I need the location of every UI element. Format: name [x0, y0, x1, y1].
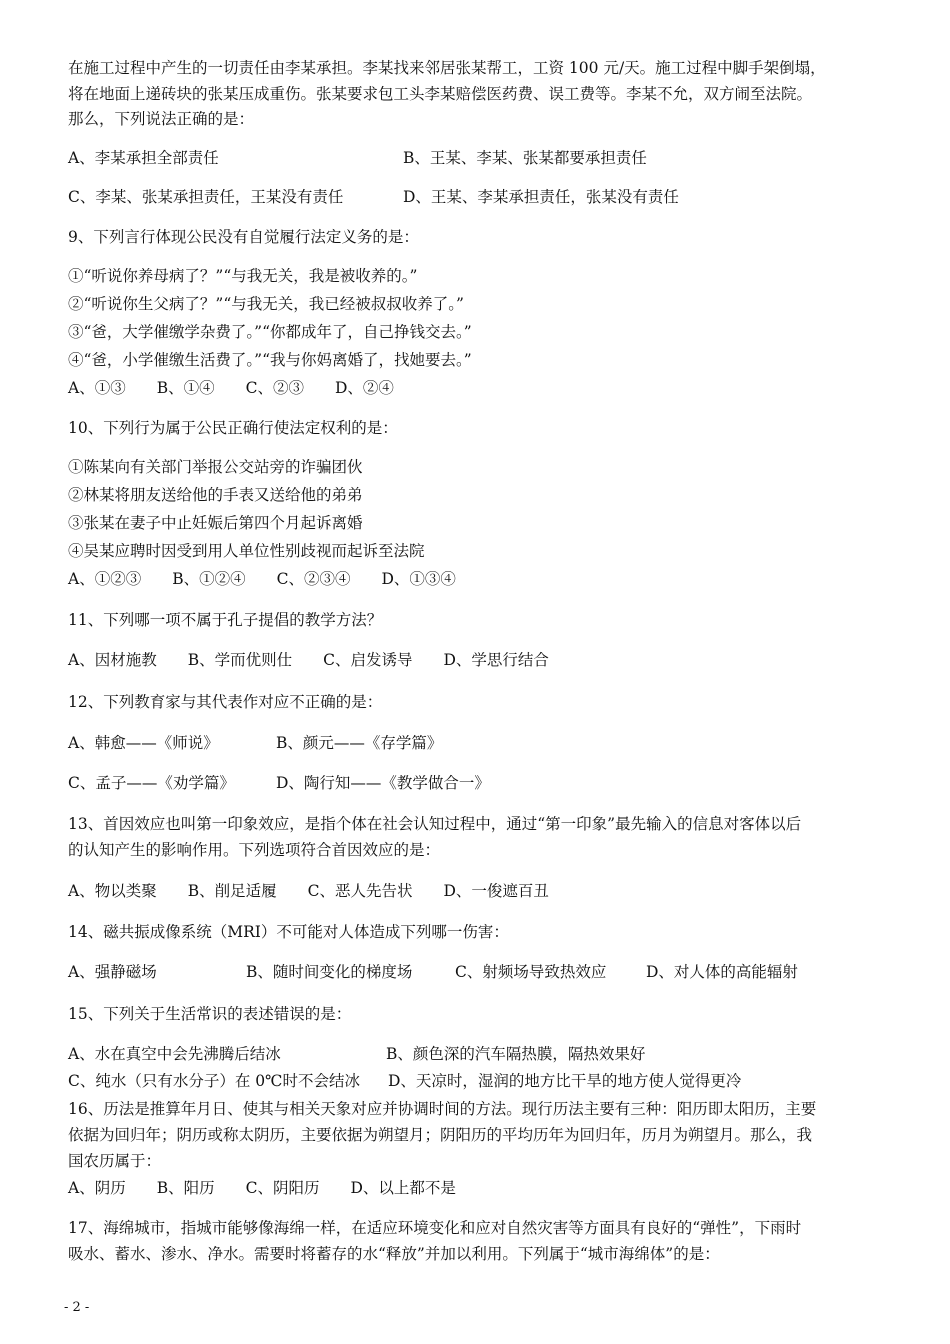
q17-stem-line-2: 吸水、蓄水、渗水、净水。需要时将蓄存的水“释放”并加以利用。下列属于“城市海绵体”的是：: [68, 1245, 720, 1263]
q9-stem: 9、下列言行体现公民没有自觉履行法定义务的是：: [68, 228, 419, 246]
q8-option-a: A、李某承担全部责任: [68, 149, 219, 167]
q8-stem-line-2: 将在地面上递砖块的张某压成重伤。张某要求包工头李某赔偿医药费、误工费等。李某不允，双方闹至法院。: [68, 85, 813, 103]
q15-option-a: A、水在真空中会先沸腾后结冰: [68, 1045, 281, 1063]
q10-stem: 10、下列行为属于公民正确行使法定权利的是：: [68, 419, 398, 437]
q12-option-d: D、陶行知——《教学做合一》: [276, 774, 490, 792]
q15-option-d: D、天凉时，湿润的地方比干旱的地方使人觉得更冷: [388, 1072, 742, 1090]
q15-stem: 15、下列关于生活常识的表述错误的是：: [68, 1005, 352, 1023]
q10-item-2: ②林某将朋友送给他的手表又送给他的弟弟: [68, 486, 363, 504]
q15-option-c: C、纯水（只有水分子）在 0℃时不会结冰: [68, 1072, 360, 1090]
q12-option-b: B、颜元——《存学篇》: [276, 734, 443, 752]
q12-option-a: A、韩愈——《师说》: [68, 734, 219, 752]
q14-option-c: C、射频场导致热效应: [455, 963, 607, 981]
page-number: - 2 -: [64, 1300, 90, 1315]
q13-options: A、物以类聚 B、削足适履 C、恶人先告状 D、一俊遮百丑: [68, 882, 549, 900]
q13-stem-line-2: 的认知产生的影响作用。下列选项符合首因效应的是：: [68, 841, 441, 859]
q9-item-4: ④“爸，小学催缴生活费了。”“我与你妈离婚了，找她要去。”: [68, 351, 472, 369]
q16-stem-line-3: 国农历属于：: [68, 1152, 162, 1170]
q9-options: A、①③ B、①④ C、②③ D、②④: [68, 379, 394, 397]
q8-option-b: B、王某、李某、张某都要承担责任: [403, 149, 647, 167]
q8-stem-line-1: 在施工过程中产生的一切责任由李某承担。李某找来邻居张某帮工，工资 100 元/天。施工过程中脚手架倒塌，: [68, 59, 826, 77]
q10-item-1: ①陈某向有关部门举报公交站旁的诈骗团伙: [68, 458, 363, 476]
q14-stem: 14、磁共振成像系统（MRI）不可能对人体造成下列哪一伤害：: [68, 923, 509, 941]
q8-option-d: D、王某、李某承担责任，张某没有责任: [403, 188, 679, 206]
q10-item-4: ④吴某应聘时因受到用人单位性别歧视而起诉至法院: [68, 542, 425, 560]
q16-options: A、阴历 B、阳历 C、阴阳历 D、以上都不是: [68, 1179, 456, 1197]
q17-stem-line-1: 17、海绵城市，指城市能够像海绵一样，在适应环境变化和应对自然灾害等方面具有良好的“弹性”，下雨时: [68, 1219, 802, 1237]
q15-option-b: B、颜色深的汽车隔热膜，隔热效果好: [386, 1045, 646, 1063]
q9-item-1: ①“听说你养母病了？”“与我无关，我是被收养的。”: [68, 267, 418, 285]
q11-stem: 11、下列哪一项不属于孔子提倡的教学方法？: [68, 611, 383, 629]
q12-option-c: C、孟子——《劝学篇》: [68, 774, 235, 792]
q14-option-b: B、随时间变化的梯度场: [246, 963, 413, 981]
q14-option-d: D、对人体的高能辐射: [646, 963, 798, 981]
q10-options: A、①②③ B、①②④ C、②③④ D、①③④: [68, 570, 456, 588]
q11-options: A、因材施教 B、学而优则仕 C、启发诱导 D、学思行结合: [68, 651, 549, 669]
q13-stem-line-1: 13、首因效应也叫第一印象效应，是指个体在社会认知过程中，通过“第一印象”最先输入的信息对客体以后: [68, 815, 802, 833]
q8-stem-line-3: 那么，下列说法正确的是：: [68, 110, 255, 128]
q8-option-c: C、李某、张某承担责任，王某没有责任: [68, 188, 344, 206]
q16-stem-line-1: 16、历法是推算年月日、使其与相关天象对应并协调时间的方法。现行历法主要有三种：阳历即太阳历，主要: [68, 1100, 817, 1118]
q10-item-3: ③张某在妻子中止妊娠后第四个月起诉离婚: [68, 514, 363, 532]
q12-stem: 12、下列教育家与其代表作对应不正确的是：: [68, 693, 383, 711]
q14-option-a: A、强静磁场: [68, 963, 157, 981]
q9-item-3: ③“爸，大学催缴学杂费了。”“你都成年了，自己挣钱交去。”: [68, 323, 472, 341]
q9-item-2: ②“听说你生父病了？”“与我无关，我已经被叔叔收养了。”: [68, 295, 464, 313]
q16-stem-line-2: 依据为回归年；阴历或称太阴历，主要依据为朔望月；阴阳历的平均历年为回归年，历月为朔望月。那么，我: [68, 1126, 813, 1144]
